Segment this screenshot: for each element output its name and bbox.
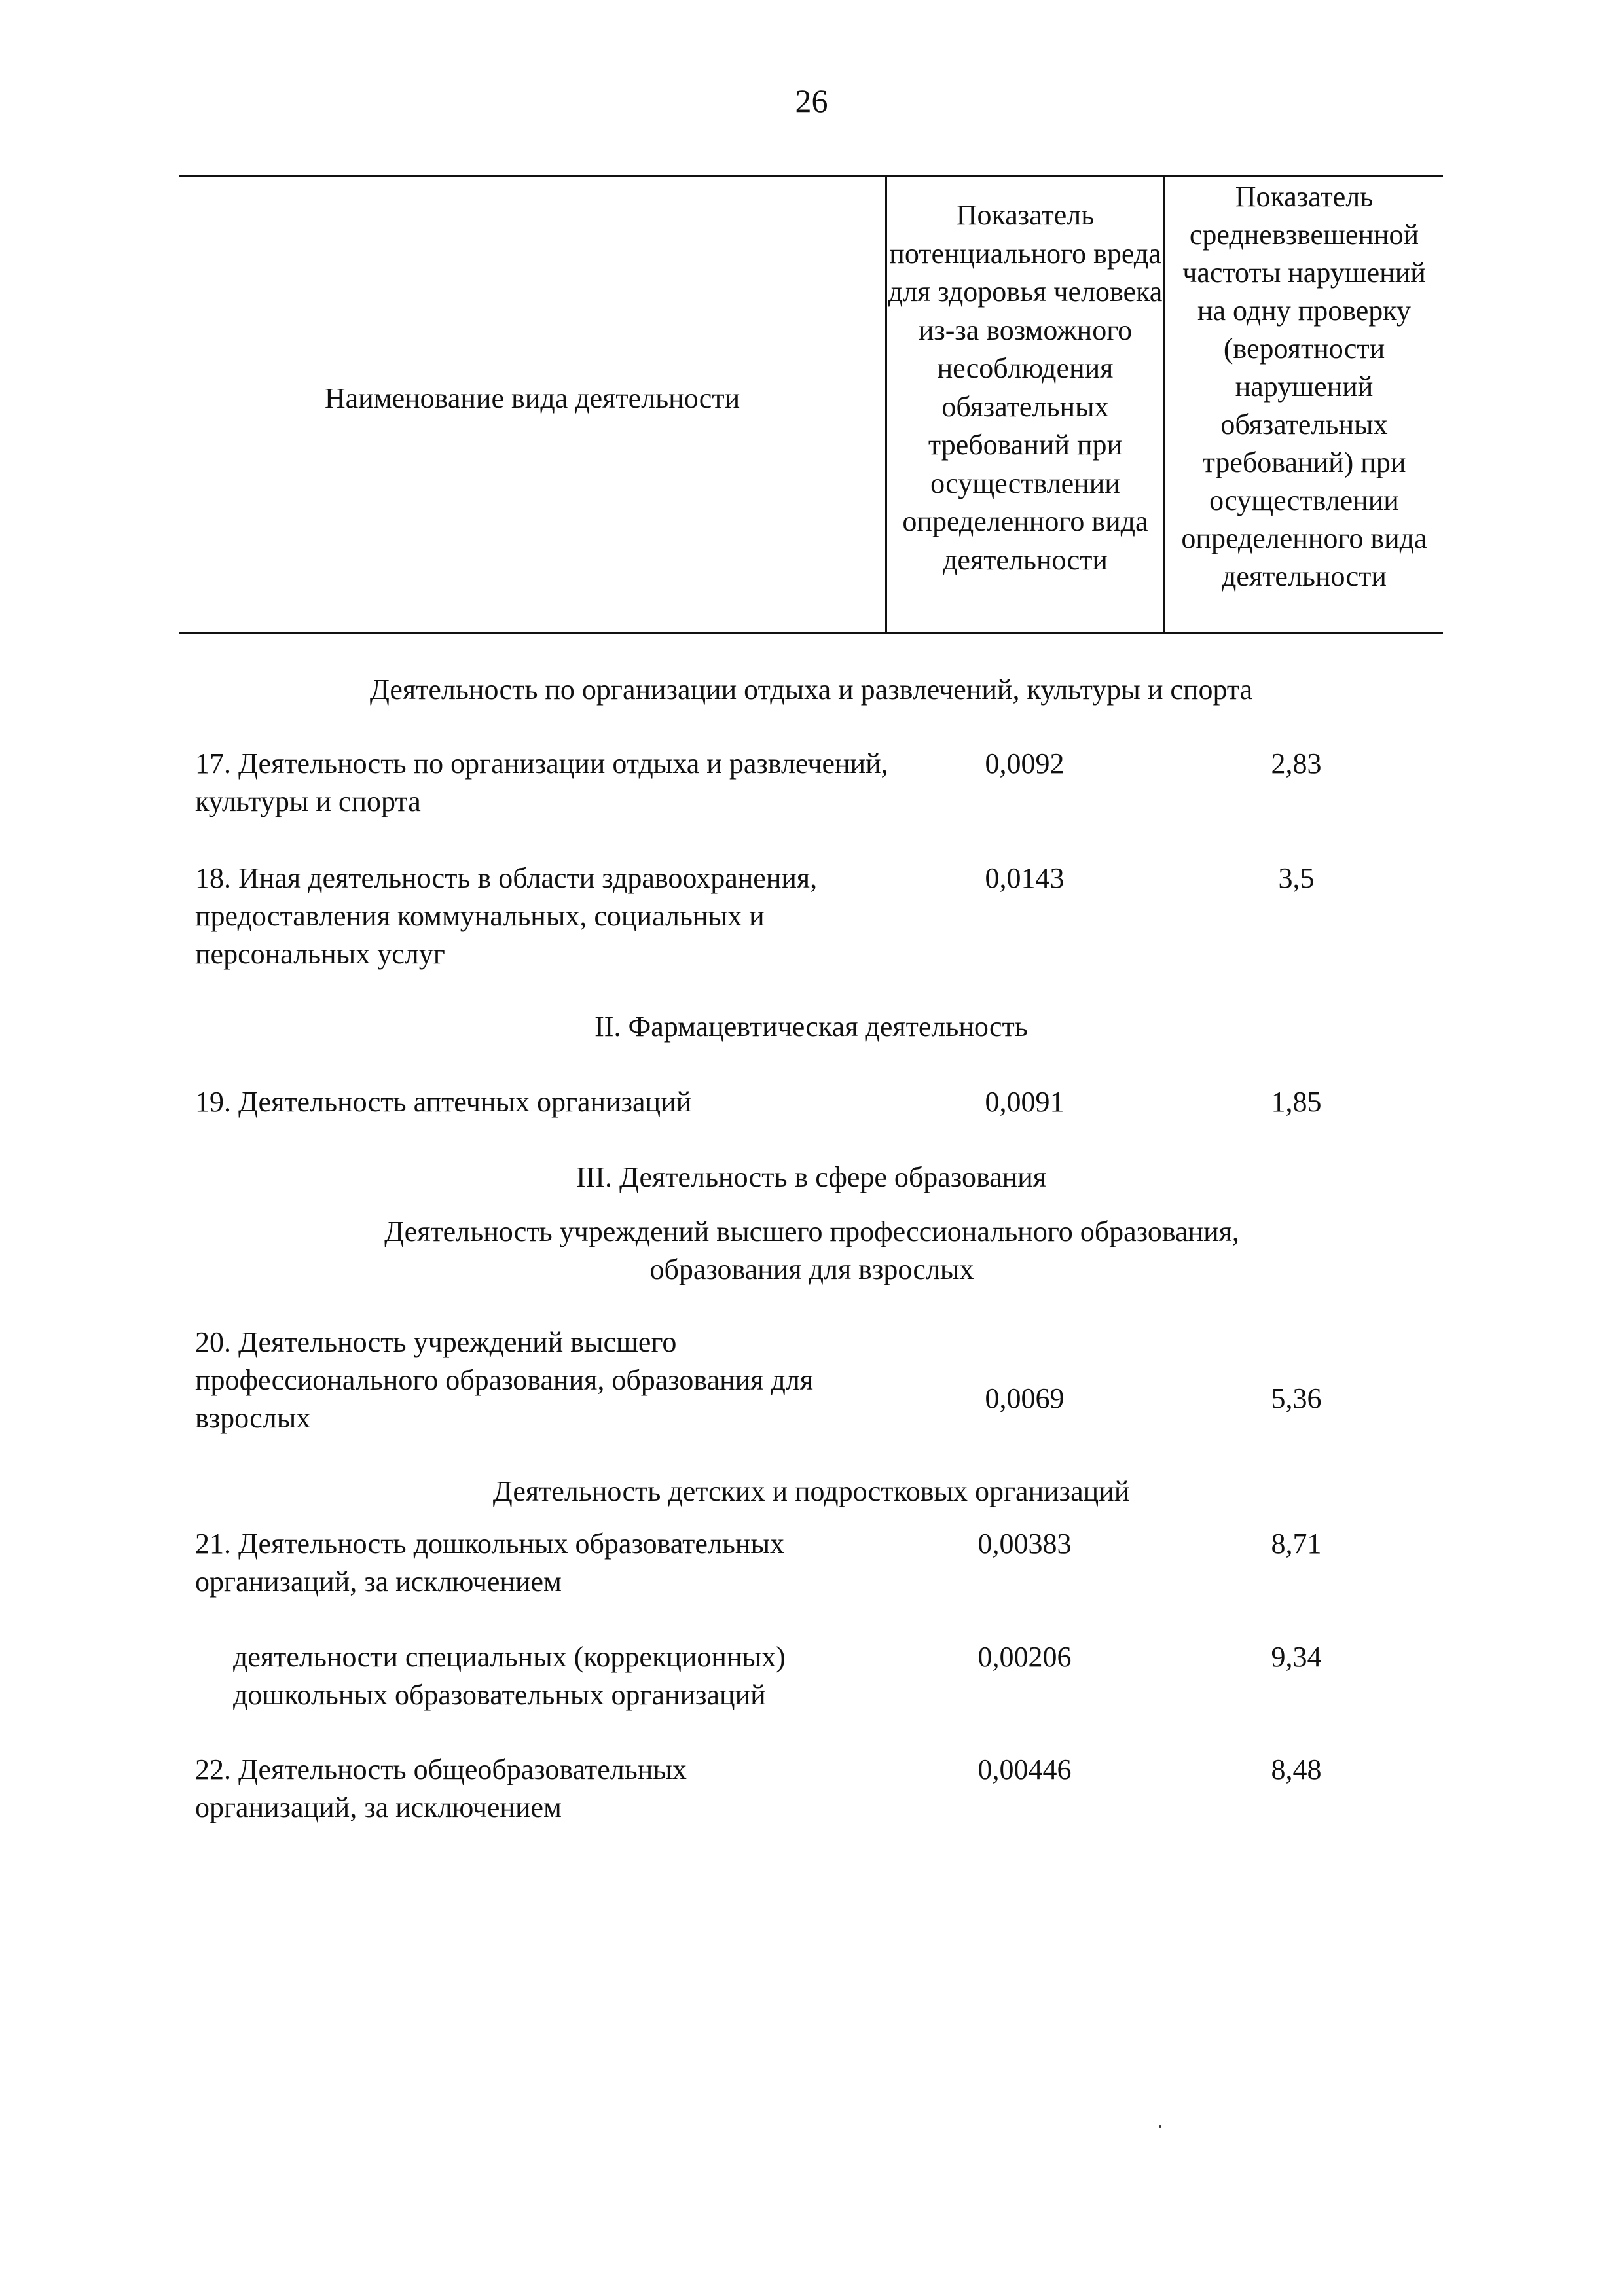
table-row-18-name: 18. Иная деятельность в области здравоохранения, предоставления коммунальных, социальных и персональных услуг (195, 862, 818, 970)
table-row-17-freq: 2,83 (1271, 747, 1322, 780)
table-row-21-name: 21. Деятельность дошкольных образовательных организаций, за исключением (195, 1528, 785, 1598)
scan-speck (1159, 2125, 1161, 2128)
table-row-20-harm: 0,0069 (985, 1382, 1065, 1414)
table-row-22-name: 22. Деятельность общеобразовательных организаций, за исключением (195, 1753, 687, 1823)
section-heading-leisure: Деятельность по организации отдыха и развлечений, культуры и спорта (369, 673, 1253, 706)
table-row-19-harm: 0,0091 (985, 1086, 1065, 1118)
header-frequency-indicator: Показатель средневзвешенной частоты нарушений на одну проверку (вероятности нарушений обязательных требований) при осуществлении определенного вида деятельности (1181, 181, 1427, 592)
table-row-17-harm: 0,0092 (985, 747, 1065, 780)
table-row-22-freq: 8,48 (1271, 1753, 1322, 1785)
table-row-19-name: 19. Деятельность аптечных организаций (195, 1086, 692, 1118)
table-row-21-freq: 8,71 (1271, 1528, 1322, 1560)
table-header-bottom-rule (179, 632, 1443, 634)
section-heading-education: III. Деятельность в сфере образования (575, 1161, 1047, 1193)
table-row-21-exception-harm: 0,00206 (977, 1641, 1072, 1673)
table-row-21-exception-name: деятельности специальных (коррекционных) дошкольных образовательных организаций (233, 1641, 786, 1711)
table-row-18-harm: 0,0143 (985, 862, 1065, 894)
table-row-21-exception-freq: 9,34 (1271, 1641, 1322, 1673)
table-row-22-harm: 0,00446 (977, 1753, 1072, 1785)
page-number: 26 (795, 82, 828, 119)
table-row-20-name: 20. Деятельность учреждений высшего профессионального образования, образования для взрослых (195, 1326, 814, 1434)
header-harm-indicator: Показатель потенциального вреда для здоровья человека из-за возможного несоблюдения обязательных требований при осуществлении определенного вида деятельности (888, 199, 1163, 576)
table-row-19-freq: 1,85 (1271, 1086, 1322, 1118)
table-row-18-freq: 3,5 (1278, 862, 1315, 894)
table-row-20-freq: 5,36 (1271, 1382, 1322, 1414)
section-heading-pharma: II. Фармацевтическая деятельность (594, 1011, 1028, 1043)
header-activity-name: Наименование вида деятельности (324, 382, 740, 414)
subsection-heading-higher-ed: Деятельность учреждений высшего профессионального образования, образования для взрослых (384, 1215, 1239, 1285)
table-row-21-harm: 0,00383 (977, 1528, 1072, 1560)
table-top-rule (179, 175, 1443, 177)
subsection-heading-children: Деятельность детских и подростковых организаций (492, 1475, 1130, 1507)
table-row-17-name: 17. Деятельность по организации отдыха и развлечений, культуры и спорта (195, 747, 888, 817)
